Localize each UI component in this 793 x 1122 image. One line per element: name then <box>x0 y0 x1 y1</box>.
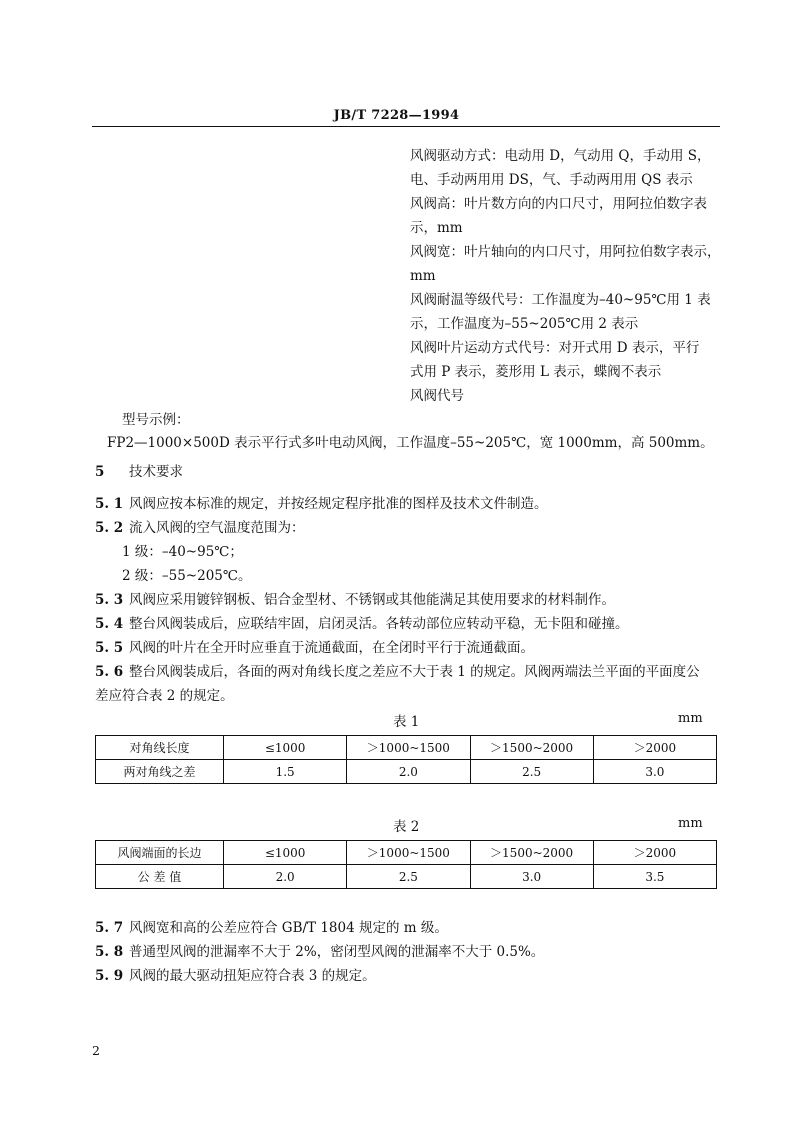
section-heading <box>95 462 183 482</box>
table-cell: ＞2000 <box>593 841 716 865</box>
table-cell: 3.5 <box>593 865 716 889</box>
table-cell: ＞2000 <box>593 736 716 760</box>
table-cell: ＞1000~1500 <box>347 841 470 865</box>
table-row <box>96 841 717 865</box>
clause-text: 普通型风阀的泄漏率不大于 2%，密闭型风阀的泄漏率不大于 0.5%。 <box>129 944 545 960</box>
table-cell: 2.5 <box>347 865 470 889</box>
example-text: FP2—1000×500D 表示平行式多叶电动风阀，工作温度–55~205℃，宽 1000mm，高 500mm。 <box>107 435 714 451</box>
page-number: 2 <box>92 1043 100 1058</box>
clause-5-6-continued: 差应符合表 2 的规定。 <box>95 688 234 704</box>
table-cell: 1.5 <box>224 760 347 784</box>
clause-5-8 <box>95 942 544 962</box>
table-2-caption: 表 2 <box>393 819 420 835</box>
section-title: 技术要求 <box>129 464 183 480</box>
table-row <box>96 736 717 760</box>
table-cell: 2.0 <box>347 760 470 784</box>
legend-line: 示，mm <box>410 220 463 236</box>
clause-number: 5. 5 <box>95 640 124 656</box>
section-number: 5 <box>95 464 105 480</box>
clause-text: 风阀的最大驱动扭矩应符合表 3 的规定。 <box>129 968 376 984</box>
clause-5-7 <box>95 918 448 938</box>
legend-line: 风阀代号 <box>410 388 464 404</box>
table-cell: ＞1500~2000 <box>470 736 593 760</box>
table-cell: 2.0 <box>224 865 347 889</box>
table-cell: 2.5 <box>470 760 593 784</box>
table-2 <box>95 840 717 889</box>
clause-5-4 <box>95 614 629 634</box>
document-header-title: JB/T 7228—1994 <box>333 108 460 123</box>
table-cell: ≤1000 <box>224 736 347 760</box>
table-cell: 3.0 <box>593 760 716 784</box>
legend-line: 式用 P 表示，菱形用 L 表示，蝶阀不表示 <box>410 364 662 380</box>
clause-5-1 <box>95 494 548 514</box>
clause-number: 5. 4 <box>95 616 124 632</box>
clause-text: 风阀应按本标准的规定，并按经规定程序批准的图样及技术文件制造。 <box>129 496 548 512</box>
clause-5-2 <box>95 518 305 538</box>
clause-text: 整台风阀装成后，各面的两对角线长度之差应不大于表 1 的规定。风阀两端法兰平面的平面度公 <box>129 664 700 680</box>
legend-line: 电、手动两用用 DS，气、手动两用用 QS 表示 <box>410 172 693 188</box>
clause-number: 5. 9 <box>95 968 124 984</box>
clause-5-2-grade-2: 2 级：–55~205℃。 <box>122 568 252 584</box>
legend-line: 风阀耐温等级代号：工作温度为–40~95℃用 1 表 <box>410 292 711 308</box>
clause-number: 5. 2 <box>95 520 124 536</box>
table-cell: ＞1500~2000 <box>470 841 593 865</box>
legend-line: 示，工作温度为–55~205℃用 2 表示 <box>410 316 639 332</box>
table-cell: 对角线长度 <box>96 736 224 760</box>
clause-5-6 <box>95 662 700 682</box>
legend-line: 风阀宽：叶片轴向的内口尺寸，用阿拉伯数字表示， <box>410 244 721 260</box>
legend-line: 风阀驱动方式：电动用 D，气动用 Q，手动用 S， <box>410 148 711 164</box>
table-row <box>96 865 717 889</box>
clause-5-3 <box>95 590 615 610</box>
table-cell: ≤1000 <box>224 841 347 865</box>
clause-number: 5. 7 <box>95 920 124 936</box>
header-divider <box>92 126 720 127</box>
clause-5-9 <box>95 966 376 986</box>
clause-5-5 <box>95 638 534 658</box>
clause-number: 5. 8 <box>95 944 124 960</box>
clause-number: 5. 6 <box>95 664 124 680</box>
legend-line: mm <box>410 268 436 284</box>
table-cell: 公 差 值 <box>96 865 224 889</box>
clause-text: 风阀应采用镀锌钢板、铝合金型材、不锈钢或其他能满足其使用要求的材料制作。 <box>129 592 615 608</box>
clause-text: 风阀的叶片在全开时应垂直于流通截面，在全闭时平行于流通截面。 <box>129 640 534 656</box>
table-cell: 两对角线之差 <box>96 760 224 784</box>
table-2-unit: mm <box>678 816 703 831</box>
table-1-caption: 表 1 <box>393 714 420 730</box>
clause-5-2-grade-1: 1 级：–40~95℃； <box>122 544 243 560</box>
table-cell: 风阀端面的长边 <box>96 841 224 865</box>
table-1 <box>95 735 717 784</box>
legend-line: 风阀高：叶片数方向的内口尺寸，用阿拉伯数字表 <box>410 196 707 212</box>
table-row <box>96 760 717 784</box>
clause-text: 风阀宽和高的公差应符合 GB/T 1804 规定的 m 级。 <box>129 920 448 936</box>
table-cell: ＞1000~1500 <box>347 736 470 760</box>
table-cell: 3.0 <box>470 865 593 889</box>
clause-text: 流入风阀的空气温度范围为： <box>129 520 305 536</box>
table-1-unit: mm <box>678 711 703 726</box>
example-label: 型号示例： <box>122 412 190 428</box>
clause-text: 整台风阀装成后，应联结牢固，启闭灵活。各转动部位应转动平稳，无卡阻和碰撞。 <box>129 616 629 632</box>
clause-number: 5. 1 <box>95 496 124 512</box>
clause-number: 5. 3 <box>95 592 124 608</box>
legend-line: 风阀叶片运动方式代号：对开式用 D 表示，平行 <box>410 340 700 356</box>
